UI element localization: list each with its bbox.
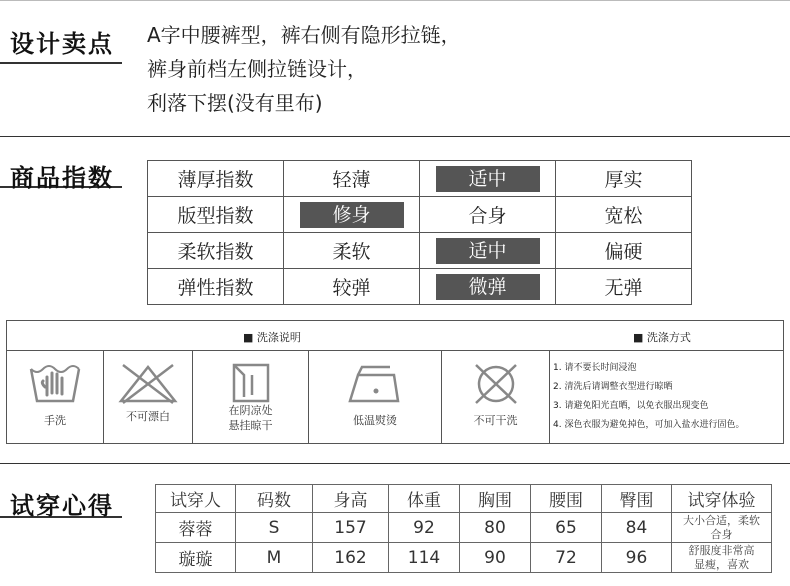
care-box [6, 320, 784, 444]
hand-wash-icon [27, 361, 83, 407]
design-underline [0, 62, 122, 64]
index-option: 偏硬 [556, 233, 692, 269]
column-header: 码数 [236, 485, 313, 513]
care-caption: 不可干洗 [473, 414, 518, 427]
care-symbol-line-dry [193, 351, 309, 444]
no-bleach-icon [117, 361, 179, 407]
care-caption: 悬挂晾干 [228, 419, 273, 432]
index-option-selected [420, 161, 556, 197]
column-header: 身高 [313, 485, 389, 513]
index-row [148, 161, 692, 197]
wash-note: 1. 请不要长时间浸泡 [553, 363, 637, 373]
design-line: A字中腰裤型，裤右侧有隐形拉链， [147, 23, 461, 47]
index-label: 版型指数 [148, 197, 284, 233]
selected-option-badge: 适中 [436, 238, 540, 264]
care-header [7, 321, 783, 351]
feedback-line: 舒服度非常高 [688, 543, 755, 557]
design-line: 利落下摆(没有里布) [147, 91, 323, 115]
index-option: 柔软 [284, 233, 420, 269]
index-option: 无弹 [556, 269, 692, 305]
column-header: 胸围 [460, 485, 531, 513]
tester-name: 璇璇 [156, 543, 236, 573]
index-option: 宽松 [556, 197, 692, 233]
wash-method-label: ■ 洗涤方式 [633, 331, 691, 344]
index-option: 轻薄 [284, 161, 420, 197]
care-symbol-no-bleach [104, 351, 193, 444]
section-divider-2 [0, 463, 790, 464]
weight-cell: 114 [389, 543, 460, 573]
size-cell: M [236, 543, 313, 573]
care-symbol-hand-wash [7, 351, 104, 444]
index-option: 厚实 [556, 161, 692, 197]
index-title: 商品指数 [10, 164, 114, 192]
height-cell: 157 [313, 513, 389, 543]
column-header: 臀围 [602, 485, 672, 513]
care-caption: 手洗 [44, 414, 66, 427]
feedback-line: 大小合适，柔软 [683, 513, 760, 527]
weight-cell: 92 [389, 513, 460, 543]
care-symbol-no-dry-clean [442, 351, 550, 444]
care-symbol-low-iron [309, 351, 442, 444]
index-option-selected [284, 197, 420, 233]
tester-name: 蓉蓉 [156, 513, 236, 543]
low-iron-icon [344, 361, 406, 407]
index-option-selected [420, 269, 556, 305]
top-divider [0, 0, 790, 1]
care-caption: 低温熨烫 [353, 414, 397, 427]
feedback-line: 合身 [710, 527, 733, 541]
column-header: 试穿体验 [672, 485, 772, 513]
selected-option-badge: 修身 [300, 202, 404, 228]
care-caption: 在阴凉处 [228, 404, 273, 417]
table-row [156, 543, 772, 573]
chest-cell: 80 [460, 513, 531, 543]
index-row [148, 269, 692, 305]
hip-cell: 96 [602, 543, 672, 573]
section-divider-1 [0, 136, 790, 137]
index-option-selected [420, 233, 556, 269]
tryon-title: 试穿心得 [10, 492, 114, 520]
wash-note: 4. 深色衣服为避免掉色，可加入盐水进行固色。 [553, 420, 745, 430]
table-row [156, 513, 772, 543]
column-header: 腰围 [531, 485, 602, 513]
care-instructions-label: ■ 洗涤说明 [243, 331, 301, 344]
selected-option-badge: 适中 [436, 166, 540, 192]
feedback-cell [672, 543, 772, 573]
size-cell: S [236, 513, 313, 543]
waist-cell: 72 [531, 543, 602, 573]
care-caption: 不可漂白 [126, 410, 170, 423]
product-index-table [147, 160, 692, 305]
tryon-header-row [156, 485, 772, 513]
no-dry-clean-icon [470, 361, 522, 407]
height-cell: 162 [313, 543, 389, 573]
design-title: 设计卖点 [10, 30, 114, 58]
line-dry-shade-icon [228, 361, 274, 407]
feedback-line: 显瘦，喜欢 [694, 557, 749, 571]
wash-notes [550, 351, 785, 444]
index-row [148, 197, 692, 233]
index-label: 柔软指数 [148, 233, 284, 269]
care-symbols [7, 351, 783, 444]
column-header: 体重 [389, 485, 460, 513]
chest-cell: 90 [460, 543, 531, 573]
wash-note: 2. 清洗后请调整衣型进行晾晒 [553, 382, 673, 392]
index-row [148, 233, 692, 269]
selected-option-badge: 微弹 [436, 274, 540, 300]
design-line: 裤身前档左侧拉链设计， [147, 57, 367, 81]
feedback-cell [672, 513, 772, 543]
index-label: 薄厚指数 [148, 161, 284, 197]
column-header: 试穿人 [156, 485, 236, 513]
index-option: 合身 [420, 197, 556, 233]
wash-note: 3. 请避免阳光直晒，以免衣服出现变色 [553, 401, 709, 411]
index-label: 弹性指数 [148, 269, 284, 305]
waist-cell: 65 [531, 513, 602, 543]
hip-cell: 84 [602, 513, 672, 543]
index-option: 较弹 [284, 269, 420, 305]
tryon-table [155, 484, 772, 573]
design-description [147, 18, 461, 120]
